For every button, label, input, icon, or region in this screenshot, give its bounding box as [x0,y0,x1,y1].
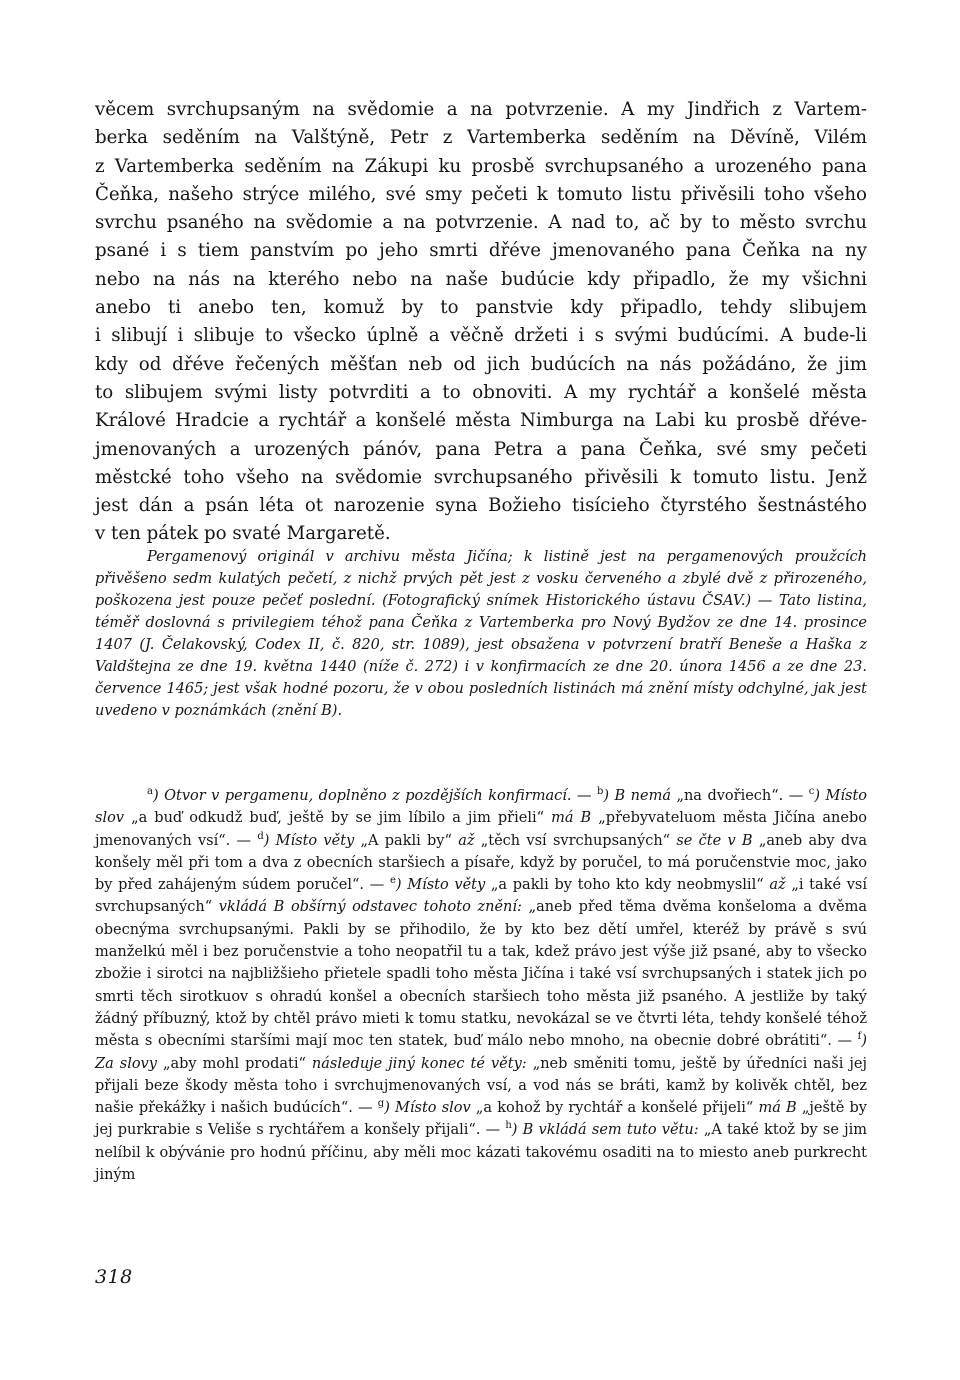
text-line: jest dán a psán léta ot narozenie syna Božieho tisícieho čtyrstého šestnástého [95,495,867,517]
footnote-e-2: „i také vsí svrchupsaných“ [95,877,867,916]
text-line: městcké toho všeho na svědomie svrchupsaného přivěsili k tomuto listu. Jenž [95,466,867,488]
footnote-e-label-3: vkládá B obšírný odstavec tohoto znění: [218,899,522,916]
footnote-mark: d [257,830,264,842]
text-line: psané i s tiem panstvím po jeho smrti dřéve jmenovaného pana Čeňka na ny [95,240,867,262]
footnote-d-label: ) Místo věty [263,832,355,849]
footnote-c-label-2: má B [551,810,592,827]
text-line: to slibujem svými listy potvrditi a to obnoviti. A my rychtář a konšelé města [95,381,867,403]
source-note: Pergamenový originál v archivu města Jičína; k listině jest na pergamenových proužcích přivěšeno sedm kulatých pečetí, z nichž prvých pět jest z vosku červeného a zbylé dvě z přirozeného, poškozena jest pouze pečeť poslední. (Fotografický snímek Historického ústavu ČSAV.) — Tato listina, téměř doslovná s privilegiem téhož pana Čeňka z Vartemberka pro Nový Bydžov ze dne 14. prosince 1407 (J. Čelakovský, Codex II, č. 820, str. 1089), jest obsažena v potvrzení bratří Beneše a Haška z Valdštejna ze dne 19. května 1440 (níže č. 272) i v konfirmacích ze dne 20. února 1456 a ze dne 23. července 1465; jest však hodné pozoru, že v obou posledních listinách má znění místy odchylné, jak jest uvedeno v poznámkách (znění B). [95,549,867,719]
footnote-e-3: „aneb před těma dvěma konšeloma a dvěma obecnýma svrchupsanými. Pakli by se přihodilo, že by kto bez dětí umřel, kteréž by právě s svú manželkú měl i bez poručenstvie a toho neopatřil tu a tak, kdež právo jest výše již psané, aby to všecko zbožie i sirotci na najbližšieho přietele spadli toho města Jičína i také vsí svrchupsaných i statek jich po smrti těch sirotkuov s ohradú konšel a obecních staršiech toho města již psaného. A jestliže by taký žádný příbuzný, ktož by chtěl právo mieti k tomu statku, nevokázal se ve čtvrti léta, tehdy konšelé téhož města s obecními staršími mají moc ten statek, buď málo nebo mnoho, na obecnie dobré obrátiti“. — [95,899,867,1050]
footnote-d-2: „těch vsí svrchupsaných“ [474,832,677,849]
footnote-b: „na dvořiech“. — [670,788,809,804]
text-line: jmenovaných a urozených pánóv, pana Petra a pana Čeňka, své smy pečeti [95,438,867,460]
text-line: v ten pátek po svaté Margaretě. [95,523,391,545]
text-line: anebo ti anebo ten, komuž by to panstvie kdy připadlo, tehdy slibujem [95,297,867,319]
text-line: Králové Hradcie a rychtář a konšelé města Nimburga na Labi ku prosbě dřéve- [95,410,867,432]
text-line: věcem svrchupsaným na svědomie a na potvrzenie. A my Jindřich z Vartem- [95,99,867,120]
footnote-g-2: „ještě by jej purkrabie s Veliše s rychtářem a konšely přijali“. — [95,1100,867,1139]
footnote-d-label-3: se čte v B [676,832,753,849]
footnote-g-label-2: má B [758,1100,797,1117]
footnote-d: „A pakli by“ [354,832,459,849]
footnote-e: „a pakli by toho kto kdy neobmyslil“ [485,877,770,894]
main-text [95,96,867,549]
footnote-g-label: ) Místo slov [384,1100,471,1117]
footnote-a: ) Otvor v pergamenu, doplněno z pozdějších konfirmací. — [152,788,592,804]
footnote-f-label-2: následuje jiný konec té věty: [311,1055,527,1072]
footnote-e-label: ) Místo věty [395,877,486,894]
footnote-paragraph-1 [95,785,867,1186]
footnote-mark: b [596,786,604,798]
footnote-h-label: ) B vkládá sem tuto větu: [511,1122,699,1139]
text-line: nebo na nás na kterého nebo na naše budúcie kdy připadlo, že my všichni [95,268,867,290]
text-line: z Vartemberka seděním na Zákupi ku prosbě svrchupsaného a urozeného pana [95,155,867,177]
footnote-f: „aby mohl prodati“ [156,1055,312,1072]
footnote-mark: c [808,786,815,798]
text-line: i slibují i slibuje to všecko úplně a věčně držeti i s svými budúcími. A bude-li [95,325,867,347]
footnote-mark: e [389,875,396,887]
footnote-c: „a buď odkudž buď, ještě by se jim líbilo a jim přieli“ [124,810,552,827]
footnote-f-2: „neb směniti tomu, ještě by úředníci naši jej přijali beze škody města toho i svrchujmenovaných vsí, a vod nás se bráti, kamž by kolivěk chtěl, bez našie překážky i našich budúcích“. — [95,1055,867,1117]
text-line: kdy od dřéve řečených měšťan neb od jich budúcích na nás požádáno, že jim [95,353,867,375]
footnote-b-label: ) B nemá [603,788,671,804]
text-line: berka seděním na Valštýně, Petr z Vartemberka seděním na Děvíně, Vilém [95,127,867,149]
footnote-mark: h [505,1120,512,1132]
footnote-mark: a [147,786,153,798]
text-line: svrchu psaného na svědomie a na potvrzenie. A nad to, ač by to město svrchu [95,212,867,234]
page-number: 318 [95,1266,133,1288]
footnote-g: „a kohož by rychtář a konšelé přijeli“ [470,1100,759,1117]
text-line: Čeňka, našeho strýce milého, své smy pečeti k tomuto listu přivěsili toho všeho [95,183,867,205]
footnotes [95,785,867,1186]
footnote-d-3: „aneb aby dva konšely měl při tom a dva z obecních staršiech a písaře, když by poručel, to má poručenstvie moc, jako by před zahájeným súdem poručel“. — [95,832,867,894]
footnote-mark: f [857,1031,862,1043]
footnote-c-2: „přebyvateluom města Jičína anebo jmenovaných vsí“. — [95,810,867,849]
footnote-h: „A také ktož by se jim nelíbil k obývánie pro hodnú příčinu, aby měli moc kázati takovému osaditi na to miesto aneb purkrecht jiným [95,1122,868,1184]
footnote-e-label-2: až [769,877,786,894]
footnote-mark: g [377,1098,385,1110]
footnote-f-label: ) Za slovy [95,1033,867,1072]
footnote-c-label: ) Místo slov [95,788,868,827]
footnote-d-label-2: až [458,832,475,849]
